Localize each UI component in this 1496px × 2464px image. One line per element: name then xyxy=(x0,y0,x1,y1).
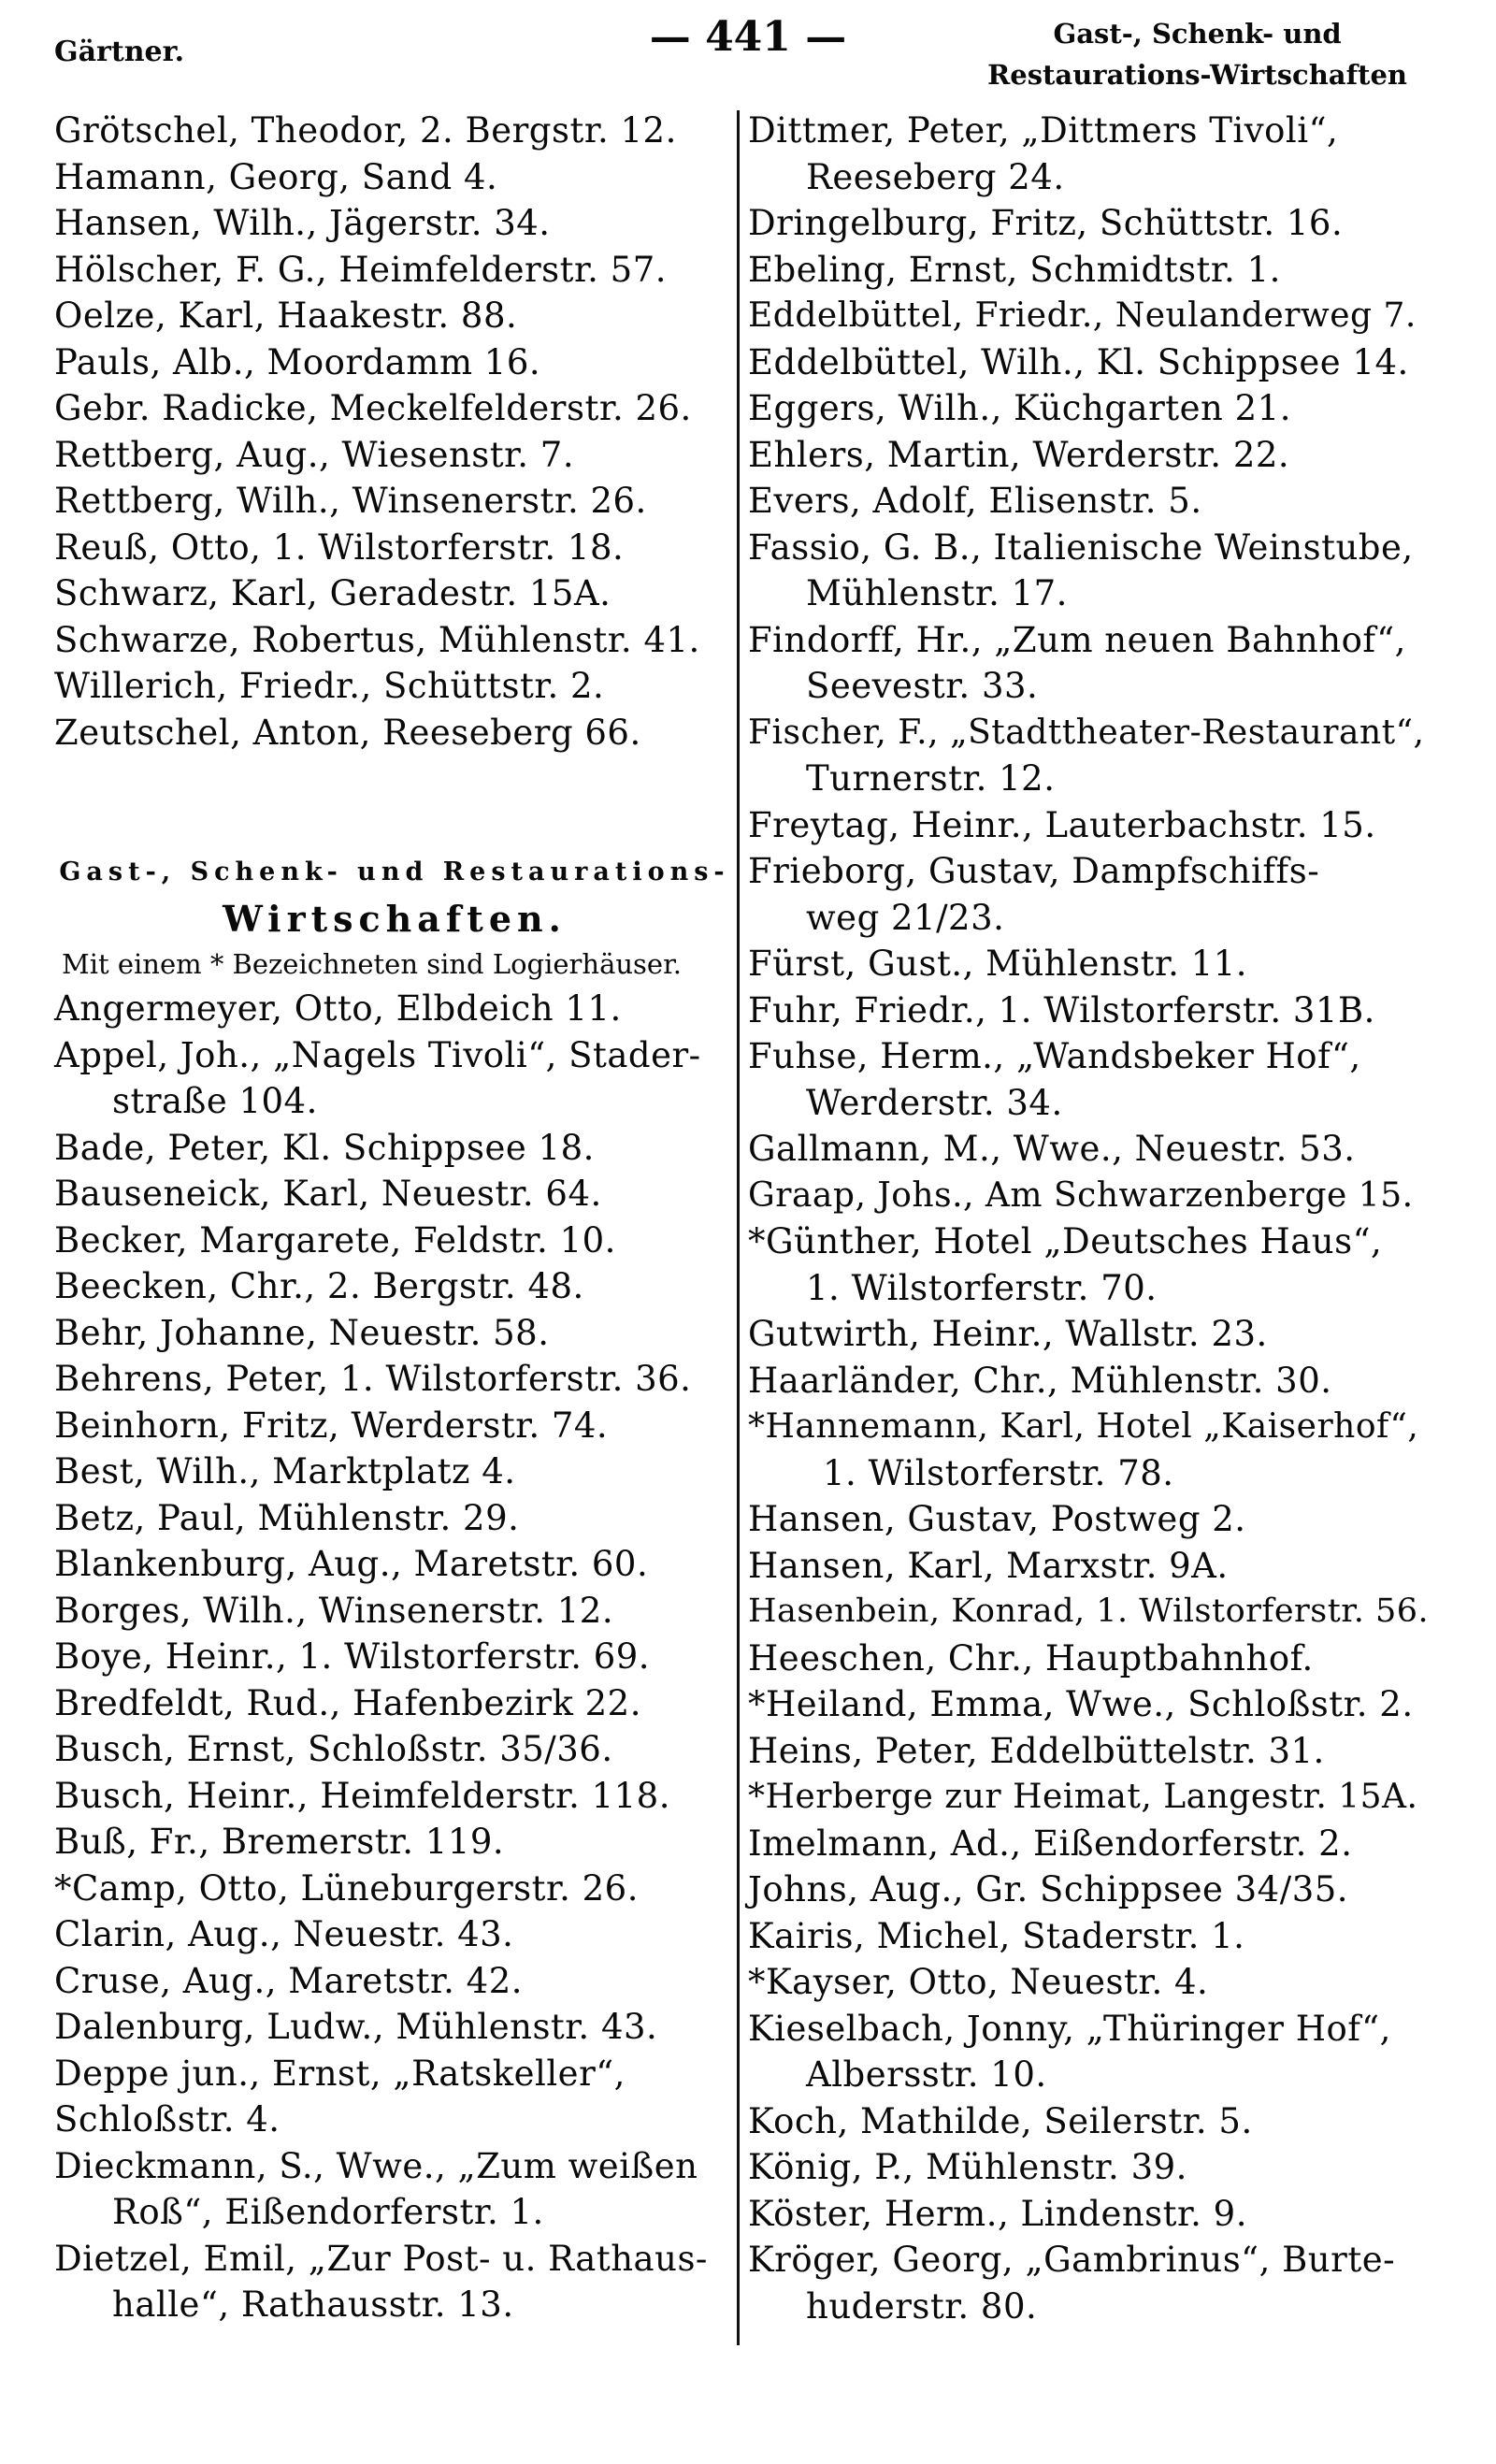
directory-entry: Zeutschel, Anton, Reeseberg 66. xyxy=(54,712,641,753)
directory-entry: *Herberge zur Heimat, Langestr. 15A. xyxy=(748,1778,1418,1816)
directory-entry: Johns, Aug., Gr. Schippsee 34/35. xyxy=(748,1869,1349,1909)
directory-entry-continuation: Werderstr. 34. xyxy=(806,1082,1063,1123)
directory-entry: Willerich, Friedr., Schüttstr. 2. xyxy=(54,666,605,706)
directory-entry: Hölscher, F. G., Heimfelderstr. 57. xyxy=(54,249,668,290)
directory-entry: Schwarze, Robertus, Mühlenstr. 41. xyxy=(54,619,700,660)
directory-entry-continuation: Mühlenstr. 17. xyxy=(806,573,1068,613)
directory-entry: Heeschen, Chr., Hauptbahnhof. xyxy=(748,1637,1314,1679)
directory-entry: Imelmann, Ad., Eißendorferstr. 2. xyxy=(748,1823,1353,1864)
page-number: — 441 — xyxy=(649,13,847,61)
directory-entry: Beecken, Chr., 2. Bergstr. 48. xyxy=(54,1266,584,1306)
directory-entry: Eddelbüttel, Friedr., Neulanderweg 7. xyxy=(748,296,1417,335)
directory-entry: Hasenbein, Konrad, 1. Wilstorferstr. 56. xyxy=(748,1592,1430,1630)
directory-entry: Dittmer, Peter, „Dittmers Tivoli“, xyxy=(748,110,1339,151)
directory-entry: Dringelburg, Fritz, Schüttstr. 16. xyxy=(748,203,1344,243)
directory-entry: Reuß, Otto, 1. Wilstorferstr. 18. xyxy=(54,526,625,568)
directory-entry: Ehlers, Martin, Werderstr. 22. xyxy=(748,434,1290,475)
running-head-right-line2: Restaurations-Wirtschaften xyxy=(987,59,1407,91)
directory-entry: Betz, Paul, Mühlenstr. 29. xyxy=(54,1497,520,1538)
directory-entry: Haarländer, Chr., Mühlenstr. 30. xyxy=(748,1360,1332,1401)
column-divider xyxy=(737,110,740,2345)
directory-entry: Rettberg, Aug., Wiesenstr. 7. xyxy=(54,434,575,475)
running-head-right xyxy=(987,13,1407,95)
directory-entry: König, P., Mühlenstr. 39. xyxy=(748,2147,1187,2187)
directory-entry: Fischer, F., „Stadttheater-Restaurant“, xyxy=(748,713,1425,752)
directory-entry-continuation: 1. Wilstorferstr. 78. xyxy=(823,1452,1174,1493)
directory-entry: Oelze, Karl, Haakestr. 88. xyxy=(54,295,518,336)
directory-entry: Kairis, Michel, Staderstr. 1. xyxy=(748,1915,1245,1956)
directory-entry: *Hannemann, Karl, Hotel „Kaiserhof“, xyxy=(748,1407,1419,1446)
directory-entry: Eggers, Wilh., Küchgarten 21. xyxy=(748,388,1291,428)
directory-entry: *Heiland, Emma, Wwe., Schloßstr. 2. xyxy=(748,1684,1414,1724)
directory-entry: Findorff, Hr., „Zum neuen Bahnhof“, xyxy=(748,619,1406,660)
directory-entry: Kröger, Georg, „Gambrinus“, Burte- xyxy=(748,2240,1396,2280)
directory-entry: Grötschel, Theodor, 2. Bergstr. 12. xyxy=(54,110,677,151)
directory-entry: Schwarz, Karl, Geradestr. 15A. xyxy=(54,573,611,613)
directory-entry: Pauls, Alb., Moordamm 16. xyxy=(54,341,541,382)
directory-entry: Bredfeldt, Rud., Hafenbezirk 22. xyxy=(54,1682,641,1723)
directory-entry: Rettberg, Wilh., Winsenerstr. 26. xyxy=(54,481,647,521)
directory-entry: Bade, Peter, Kl. Schippsee 18. xyxy=(54,1127,595,1168)
directory-entry: Eddelbüttel, Wilh., Kl. Schippsee 14. xyxy=(748,341,1409,382)
directory-entry: Hansen, Wilh., Jägerstr. 34. xyxy=(54,203,551,243)
directory-entry: Busch, Ernst, Schloßstr. 35/36. xyxy=(54,1729,613,1769)
directory-entry: Gallmann, M., Wwe., Neuestr. 53. xyxy=(748,1129,1356,1169)
directory-entry: Blankenburg, Aug., Maretstr. 60. xyxy=(54,1544,649,1584)
section-spacer xyxy=(54,756,735,849)
directory-entry: Clarin, Aug., Neuestr. 43. xyxy=(54,1914,514,1954)
directory-entry-continuation: Turnerstr. 12. xyxy=(806,758,1056,799)
directory-entry: Cruse, Aug., Maretstr. 42. xyxy=(54,1960,523,2001)
directory-entry: Becker, Margarete, Feldstr. 10. xyxy=(54,1219,616,1261)
running-head-left: Gärtner. xyxy=(54,36,185,68)
directory-entry: Borges, Wilh., Winsenerstr. 12. xyxy=(54,1590,614,1631)
directory-entry: *Camp, Otto, Lüneburgerstr. 26. xyxy=(54,1867,639,1909)
directory-entry: Best, Wilh., Marktplatz 4. xyxy=(54,1451,516,1491)
directory-entry: Heins, Peter, Eddelbüttelstr. 31. xyxy=(748,1730,1325,1771)
directory-entry: Busch, Heinr., Heimfelderstr. 118. xyxy=(54,1775,670,1816)
directory-entry-continuation: Seevestr. 33. xyxy=(806,666,1039,706)
directory-entry: Hansen, Gustav, Postweg 2. xyxy=(748,1499,1246,1539)
directory-entry: Appel, Joh., „Nagels Tivoli“, Stader- xyxy=(54,1034,701,1075)
directory-entry-continuation: Roß“, Eißendorferstr. 1. xyxy=(112,2192,544,2232)
directory-entry-continuation: Reeseberg 24. xyxy=(806,156,1065,197)
directory-entry: Fuhse, Herm., „Wandsbeker Hof“, xyxy=(748,1036,1361,1076)
directory-entry: Behrens, Peter, 1. Wilstorferstr. 36. xyxy=(54,1359,692,1399)
right-column xyxy=(748,108,1431,2329)
directory-entry: Gutwirth, Heinr., Wallstr. 23. xyxy=(748,1314,1268,1354)
directory-entry: Dieckmann, S., Wwe., „Zum weißen xyxy=(54,2145,698,2186)
running-head-right-line1: Gast-, Schenk- und xyxy=(1053,18,1342,50)
directory-entry: Fürst, Gust., Mühlenstr. 11. xyxy=(748,944,1248,984)
directory-entry: Fassio, G. B., Italienische Weinstube, xyxy=(748,526,1414,568)
directory-entry: Bauseneick, Karl, Neuestr. 64. xyxy=(54,1174,602,1214)
directory-entry-continuation: 1. Wilstorferstr. 70. xyxy=(806,1267,1158,1308)
directory-entry: *Kayser, Otto, Neuestr. 4. xyxy=(748,1962,1209,2002)
directory-entry: Angermeyer, Otto, Elbdeich 11. xyxy=(54,988,622,1029)
directory-entry-continuation: Albersstr. 10. xyxy=(806,2054,1047,2095)
directory-entry: Kieselbach, Jonny, „Thüringer Hof“, xyxy=(748,2008,1391,2049)
directory-entry: Behr, Johanne, Neuestr. 58. xyxy=(54,1312,550,1353)
directory-entry-continuation: huderstr. 80. xyxy=(806,2285,1038,2327)
directory-entry: Freytag, Heinr., Lauterbachstr. 15. xyxy=(748,804,1376,845)
directory-entry: Koch, Mathilde, Seilerstr. 5. xyxy=(748,2100,1253,2141)
directory-entry: Evers, Adolf, Elisenstr. 5. xyxy=(748,481,1202,521)
directory-entry: Hamann, Georg, Sand 4. xyxy=(54,156,498,197)
directory-entry: Ebeling, Ernst, Schmidtstr. 1. xyxy=(748,249,1281,290)
left-column xyxy=(54,108,735,2328)
directory-entry: Hansen, Karl, Marxstr. 9A. xyxy=(748,1545,1229,1586)
directory-entry: Buß, Fr., Bremerstr. 119. xyxy=(54,1822,505,1862)
page-header xyxy=(0,0,1496,110)
directory-entry: Graap, Johs., Am Schwarzenberge 15. xyxy=(748,1175,1414,1215)
directory-entry-continuation: halle“, Rathausstr. 13. xyxy=(112,2284,514,2325)
directory-entry: *Günther, Hotel „Deutsches Haus“, xyxy=(748,1221,1383,1261)
section-heading-line1: Gast-, Schenk- und Restaurations- xyxy=(59,857,730,886)
directory-entry: Fuhr, Friedr., 1. Wilstorferstr. 31B. xyxy=(748,989,1375,1030)
section-note: Mit einem * Bezeichneten sind Logierhäuser. xyxy=(62,948,682,980)
directory-entry: Frieborg, Gustav, Dampfschiffs- xyxy=(748,851,1320,891)
directory-entry: Köster, Herm., Lindenstr. 9. xyxy=(748,2193,1247,2234)
directory-entry-continuation: weg 21/23. xyxy=(806,897,1005,938)
directory-entry: Dietzel, Emil, „Zur Post- u. Rathaus- xyxy=(54,2238,708,2279)
directory-entry: Beinhorn, Fritz, Werderstr. 74. xyxy=(54,1405,609,1446)
directory-entry: Dalenburg, Ludw., Mühlenstr. 43. xyxy=(54,2007,658,2047)
directory-entry-continuation: straße 104. xyxy=(112,1081,318,1121)
section-heading-line2: Wirtschaften. xyxy=(223,898,567,940)
directory-entry-continuation: Schloßstr. 4. xyxy=(54,2099,280,2140)
directory-entry: Boye, Heinr., 1. Wilstorferstr. 69. xyxy=(54,1636,651,1677)
directory-entry: Gebr. Radicke, Meckelfelderstr. 26. xyxy=(54,388,692,428)
directory-entry: Deppe jun., Ernst, „Ratskeller“, xyxy=(54,2053,626,2094)
